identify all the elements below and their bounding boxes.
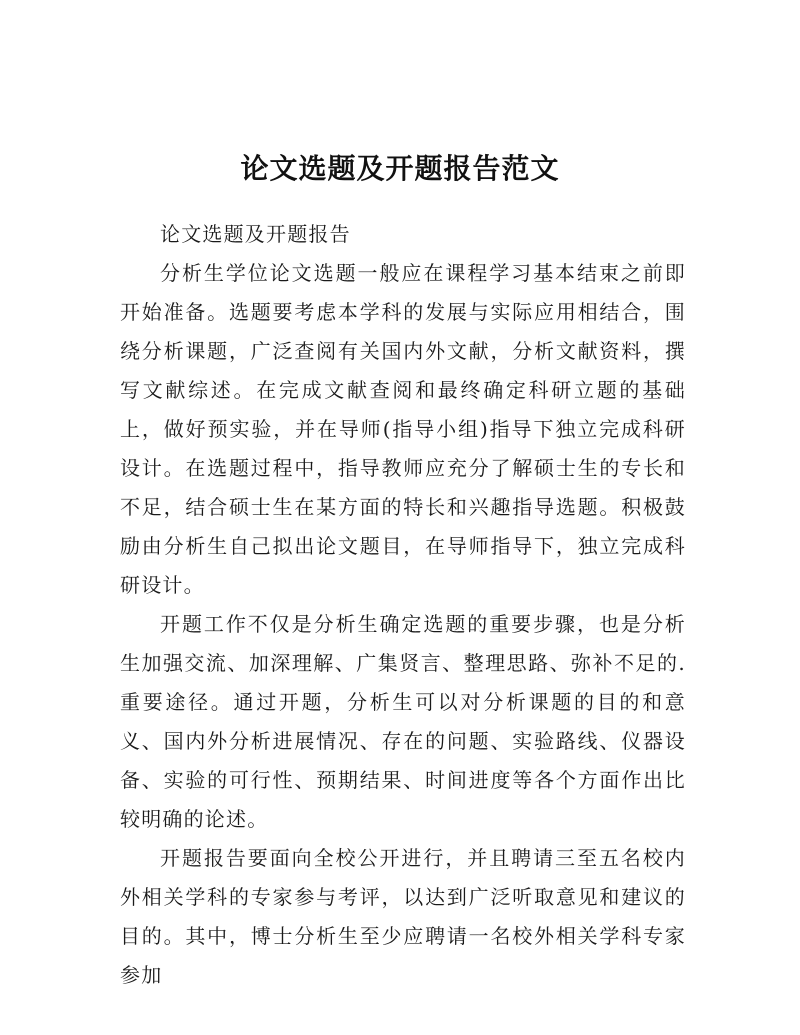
paragraph-2: 开题工作不仅是分析生确定选题的重要步骤，也是分析生加强交流、加深理解、广集贤言、整理思路、弥补不足的.重要途径。通过开题，分析生可以对分析课题的目的和意义、国内外分析进展情况、存在的问题、实验路线、仪器设备、实验的可行性、预期结果、时间进度等各个方面作出比较明确的论述。 — [120, 612, 686, 831]
document-title: 论文选题及开题报告范文 — [240, 151, 560, 185]
paragraph-1: 分析生学位论文选题一般应在课程学习基本结束之前即开始准备。选题要考虑本学科的发展与实际应用相结合，围绕分析课题，广泛查阅有关国内外文献，分析文献资料，撰写文献综述。在完成文献查阅和最终确定科研立题的基础上，做好预实验，并在导师(指导小组)指导下独立完成科研设计。在选题过程中，指导教师应充分了解硕士生的专长和不足，结合硕士生在某方面的特长和兴趣指导选题。积极鼓励由分析生自己拟出论文题目，在导师指导下，独立完成科研设计。 — [120, 261, 686, 597]
section-heading: 论文选题及开题报告 — [160, 222, 351, 246]
document-body — [120, 215, 686, 995]
paragraph-3: 开题报告要面向全校公开进行，并且聘请三至五名校内外相关学科的专家参与考评，以达到广泛听取意见和建议的目的。其中，博士分析生至少应聘请一名校外相关学科专家参加 — [120, 846, 686, 987]
